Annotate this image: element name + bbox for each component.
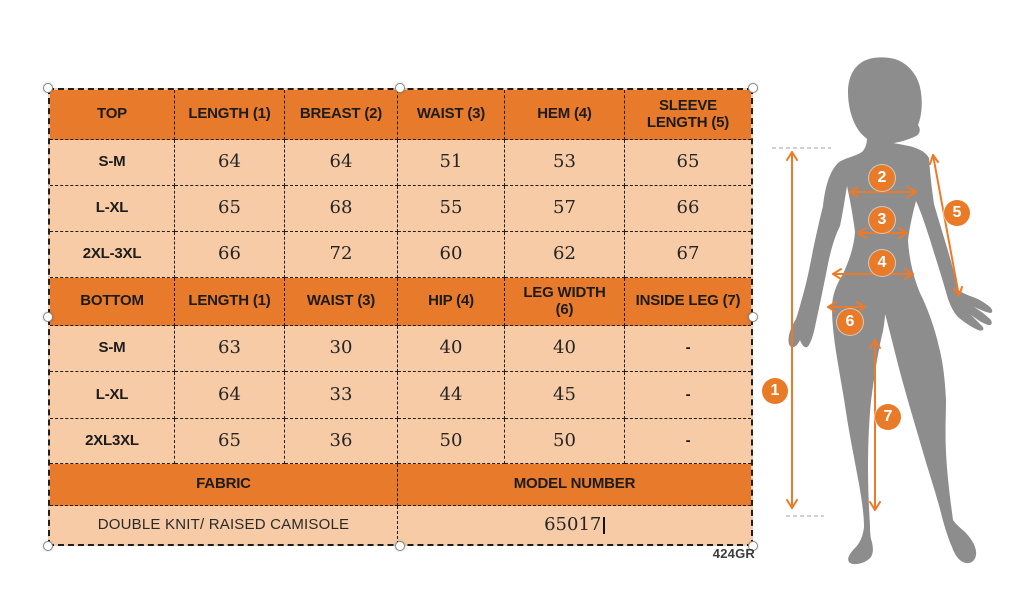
selection-handle-top-left[interactable] [43, 83, 53, 93]
bottom-header-cell[interactable]: LEG WIDTH (6) [505, 278, 625, 326]
selection-handle-top-center[interactable] [395, 83, 405, 93]
value-cell[interactable]: 55 [398, 186, 505, 232]
top-header-cell[interactable]: SLEEVE LENGTH (5) [625, 90, 751, 140]
value-cell[interactable]: 57 [505, 186, 625, 232]
value-cell[interactable]: 63 [175, 326, 285, 372]
value-cell[interactable]: 45 [505, 372, 625, 419]
value-cell[interactable]: 66 [625, 186, 751, 232]
bottom-header-cell[interactable]: INSIDE LEG (7) [625, 278, 751, 326]
model-number-header-cell[interactable]: MODEL NUMBER [398, 464, 751, 506]
model-number-text: 65017 [544, 513, 602, 535]
value-cell[interactable]: 64 [175, 140, 285, 186]
value-cell[interactable]: 62 [505, 232, 625, 278]
value-cell[interactable]: 33 [285, 372, 398, 419]
value-cell[interactable]: 53 [505, 140, 625, 186]
size-chart-table[interactable] [48, 88, 753, 546]
fabric-header-cell[interactable]: FABRIC [50, 464, 398, 506]
measurement-figure [755, 40, 1020, 585]
value-cell[interactable]: 51 [398, 140, 505, 186]
measurement-marker-4: 4 [869, 250, 895, 276]
measurement-marker-7: 7 [875, 404, 901, 430]
top-header-cell[interactable]: LENGTH (1) [175, 90, 285, 140]
selection-handle-bottom-center[interactable] [395, 541, 405, 551]
measurement-marker-3: 3 [869, 207, 895, 233]
selection-handle-middle-left[interactable] [43, 312, 53, 322]
value-cell[interactable]: 65 [175, 419, 285, 464]
measurement-marker-6: 6 [837, 309, 863, 335]
row-label-cell[interactable]: 2XL3XL [50, 419, 175, 464]
selection-handle-bottom-left[interactable] [43, 541, 53, 551]
value-cell[interactable]: 65 [625, 140, 751, 186]
text-cursor [603, 517, 605, 534]
row-label-cell[interactable]: S-M [50, 326, 175, 372]
value-cell[interactable]: 50 [398, 419, 505, 464]
value-cell[interactable]: 50 [505, 419, 625, 464]
bottom-header-cell[interactable]: LENGTH (1) [175, 278, 285, 326]
silhouette-head [848, 57, 922, 144]
row-label-cell[interactable]: L-XL [50, 372, 175, 419]
value-cell[interactable]: - [625, 372, 751, 419]
value-cell[interactable]: 66 [175, 232, 285, 278]
value-cell[interactable]: 64 [175, 372, 285, 419]
top-header-cell[interactable]: BREAST (2) [285, 90, 398, 140]
value-cell[interactable]: 44 [398, 372, 505, 419]
measurement-marker-1: 1 [762, 378, 788, 404]
top-header-cell[interactable]: TOP [50, 90, 175, 140]
fabric-value-cell[interactable]: DOUBLE KNIT/ RAISED CAMISOLE [50, 506, 398, 544]
value-cell[interactable]: 68 [285, 186, 398, 232]
value-cell[interactable]: 40 [505, 326, 625, 372]
top-header-cell[interactable]: HEM (4) [505, 90, 625, 140]
value-cell[interactable]: - [625, 326, 751, 372]
value-cell[interactable]: 72 [285, 232, 398, 278]
bottom-header-cell[interactable]: BOTTOM [50, 278, 175, 326]
bottom-header-cell[interactable]: HIP (4) [398, 278, 505, 326]
measurement-marker-2: 2 [869, 165, 895, 191]
row-label-cell[interactable]: 2XL-3XL [50, 232, 175, 278]
row-label-cell[interactable]: L-XL [50, 186, 175, 232]
value-cell[interactable]: - [625, 419, 751, 464]
top-header-cell[interactable]: WAIST (3) [398, 90, 505, 140]
measurement-marker-5: 5 [944, 200, 970, 226]
value-cell[interactable]: 65 [175, 186, 285, 232]
value-cell[interactable]: 60 [398, 232, 505, 278]
value-cell[interactable]: 67 [625, 232, 751, 278]
female-silhouette-graphic [755, 40, 1020, 585]
watermark-code: 424GR [712, 546, 755, 561]
bottom-header-cell[interactable]: WAIST (3) [285, 278, 398, 326]
model-number-value-cell[interactable] [398, 506, 751, 544]
row-label-cell[interactable]: S-M [50, 140, 175, 186]
value-cell[interactable]: 36 [285, 419, 398, 464]
value-cell[interactable]: 30 [285, 326, 398, 372]
value-cell[interactable]: 64 [285, 140, 398, 186]
value-cell[interactable]: 40 [398, 326, 505, 372]
